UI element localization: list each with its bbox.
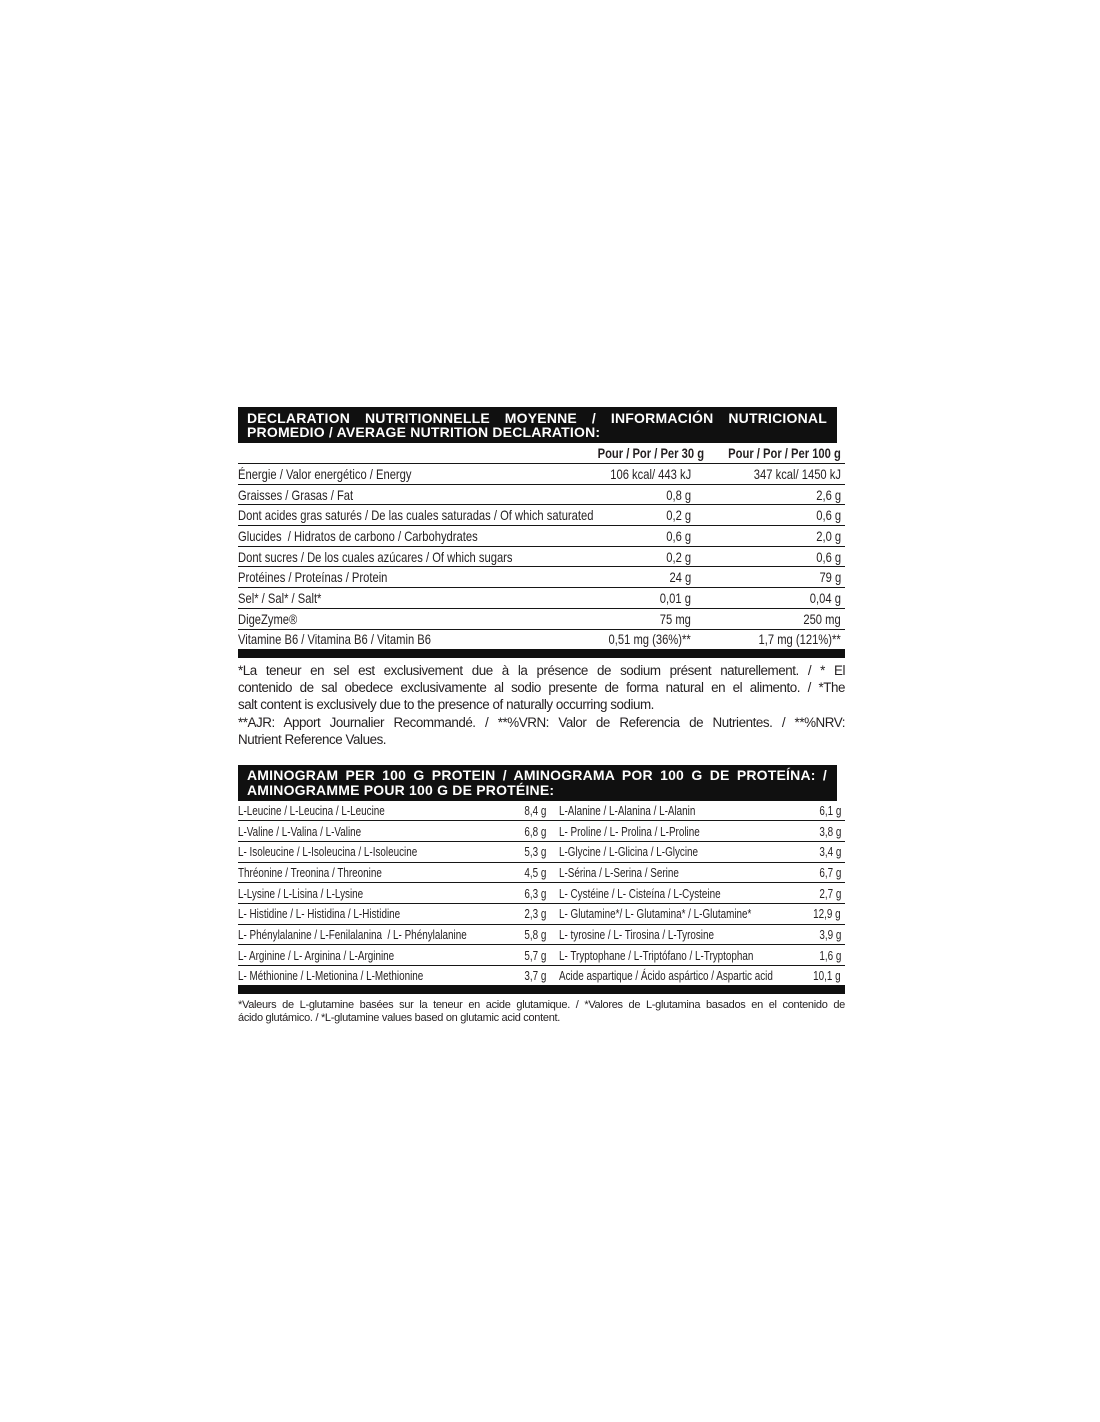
aminogram-row-valine-proline (238, 821, 845, 842)
nutrition-footnotes (238, 662, 845, 749)
amino-acid-right-value: 12,9 g (813, 906, 841, 922)
value-per-100g: 0,6 g (816, 548, 841, 565)
amino-acid-left-value: 5,3 g (523, 844, 546, 860)
nutrition-column-header-row (238, 443, 845, 464)
aminogram-table-bottom-bar (238, 985, 845, 994)
amino-acid-right-label: L-Sérina / L-Serina / Serine (559, 865, 679, 881)
amino-acid-right-label: L-Glycine / L-Glicina / L-Glycine (559, 844, 699, 860)
amino-acid-right-label: L- Cystéine / L- Cisteína / L-Cysteine (559, 885, 721, 901)
amino-acid-left-value: 4,5 g (523, 865, 546, 881)
amino-acid-left-label: L- Phénylalanine / L-Fenilalanina / L- Phénylalanine (238, 927, 467, 943)
nutrition-label-sheet (238, 407, 845, 1024)
amino-acid-right-value: 6,1 g (818, 802, 841, 818)
value-per-30g: 0,51 mg (36%)** (608, 631, 691, 648)
value-per-30g: 0,2 g (666, 507, 691, 524)
value-per-100g: 1,7 mg (121%)** (758, 631, 841, 648)
amino-acid-left-value: 6,8 g (523, 823, 546, 839)
nutrient-label: Énergie / Valor energético / Energy (238, 465, 412, 482)
amino-acid-right-label: L- tyrosine / L- Tirosina / L-Tyrosine (559, 927, 715, 943)
glutamine-footnote-line-1: *Valeurs de L-glutamine basées sur la teneur en acide glutamique. / *Valores de L-glutamina basados en el contenido de (238, 999, 845, 1012)
amino-acid-right-value: 3,4 g (818, 844, 841, 860)
value-per-100g: 2,6 g (816, 486, 841, 503)
salt-footnote-line-2: contenido de sal obedece exclusivamente al sodio presente de forma natural en el alimento. / *The (238, 680, 845, 695)
value-per-30g: 0,6 g (666, 527, 691, 544)
amino-acid-right-label: L-Alanine / L-Alanina / L-Alanin (559, 802, 696, 818)
amino-acid-left-value: 3,7 g (523, 968, 546, 984)
amino-acid-right-label: L- Tryptophane / L-Triptófano / L-Tryptophan (559, 947, 754, 963)
nutrient-label: Vitamine B6 / Vitamina B6 / Vitamin B6 (238, 631, 431, 648)
amino-acid-left-label: L- Méthionine / L-Metionina / L-Methionine (238, 968, 424, 984)
aminogram-row-arginine-tryptophan (238, 945, 845, 966)
aminogram-row-lysine-cysteine (238, 883, 845, 904)
amino-acid-right-label: L- Glutamine*/ L- Glutamina* / L-Glutamine* (559, 906, 752, 922)
nutrient-label: Graisses / Grasas / Fat (238, 486, 354, 503)
amino-acid-left-value: 2,3 g (523, 906, 546, 922)
amino-acid-right-value: 2,7 g (818, 885, 841, 901)
aminogram-row-threonine-serine (238, 863, 845, 884)
nutrition-declaration-title-line-1: DECLARATION NUTRITIONNELLE MOYENNE / INFORMACIÓN NUTRICIONAL (247, 409, 827, 426)
amino-acid-left-label: Thréonine / Treonina / Threonine (238, 865, 382, 881)
aminogram-row-histidine-glutamine (238, 904, 845, 925)
amino-acid-right-value: 3,8 g (818, 823, 841, 839)
nutrition-row-fat (238, 485, 845, 506)
nutrient-label: Protéines / Proteínas / Protein (238, 569, 388, 586)
value-per-30g: 106 kcal/ 443 kJ (610, 465, 691, 482)
amino-acid-left-value: 5,7 g (523, 947, 546, 963)
aminogram-row-isoleucine-glycine (238, 842, 845, 863)
nutrient-label: Sel* / Sal* / Salt* (238, 589, 322, 606)
value-per-100g: 0,6 g (816, 507, 841, 524)
nutrient-label: Dont acides gras saturés / De las cuales saturadas / Of which saturated (238, 507, 594, 524)
value-per-100g: 250 mg (803, 610, 841, 627)
amino-acid-right-value: 6,7 g (818, 865, 841, 881)
value-per-100g: 79 g (819, 569, 841, 586)
aminogram-header-bar (238, 765, 837, 801)
aminogram-title-line-1: AMINOGRAM PER 100 G PROTEIN / AMINOGRAMA POR 100 G DE PROTEÍNA: / (247, 767, 827, 784)
nutrient-label: DigeZyme® (238, 610, 298, 627)
amino-acid-left-label: L-Leucine / L-Leucina / L-Leucine (238, 802, 385, 818)
column-header-per-30g: Pour / Por / Per 30 g (597, 445, 705, 461)
value-per-30g: 75 mg (659, 610, 691, 627)
nutrient-label: Dont sucres / De los cuales azúcares / Of which sugars (238, 548, 513, 565)
salt-footnote-line-1: *La teneur en sel est exclusivement due à la présence de sodium présent naturellement. / * El (238, 662, 845, 678)
aminogram-row-leucine-alanine (238, 801, 845, 822)
amino-acid-right-value: 1,6 g (818, 947, 841, 963)
amino-acid-left-label: L-Lysine / L-Lisina / L-Lysine (238, 885, 364, 901)
salt-footnote-line-3: salt content is exclusively due to the presence of naturally occurring sodium. (238, 697, 654, 713)
nutrition-row-salt (238, 588, 845, 609)
nutrient-label: Glucides / Hidratos de carbono / Carbohydrates (238, 527, 478, 544)
value-per-30g: 24 g (669, 569, 691, 586)
aminogram-row-methionine-aspartic (238, 966, 845, 985)
nrv-footnote-line-1: **AJR: Apport Journalier Recommandé. / **%VRN: Valor de Referencia de Nutrientes. / **%NRV: (238, 714, 845, 730)
nutrition-row-carbohydrates (238, 526, 845, 547)
amino-acid-right-label: Acide aspartique / Ácido aspártico / Aspartic acid (559, 968, 773, 984)
value-per-30g: 0,8 g (666, 486, 691, 503)
amino-acid-left-label: L- Histidine / L- Histidina / L-Histidine (238, 906, 401, 922)
amino-acid-left-label: L- Isoleucine / L-Isoleucina / L-Isoleucine (238, 844, 418, 860)
value-per-100g: 347 kcal/ 1450 kJ (753, 465, 841, 482)
aminogram-row-phenylalanine-tyrosine (238, 925, 845, 946)
value-per-30g: 0,2 g (666, 548, 691, 565)
amino-acid-left-value: 5,8 g (523, 927, 546, 943)
nutrition-row-protein (238, 567, 845, 588)
amino-acid-right-value: 3,9 g (818, 927, 841, 943)
glutamine-footnote-line-2: ácido glutámico. / *L-glutamine values based on glutamic acid content. (238, 1011, 561, 1024)
column-header-per-100g: Pour / Por / Per 100 g (728, 445, 841, 461)
amino-acid-left-label: L-Valine / L-Valina / L-Valine (238, 823, 362, 839)
nutrition-row-vitamin-b6 (238, 630, 845, 649)
nutrition-declaration-header-bar (238, 407, 837, 443)
nrv-footnote-line-2: Nutrient Reference Values. (238, 732, 387, 748)
value-per-100g: 2,0 g (816, 527, 841, 544)
nutrition-row-saturated-fat (238, 505, 845, 526)
nutrition-declaration-title-line-2: PROMEDIO / AVERAGE NUTRITION DECLARATION: (247, 424, 601, 440)
amino-acid-left-value: 8,4 g (523, 802, 546, 818)
value-per-100g: 0,04 g (809, 589, 841, 606)
nutrition-row-sugars (238, 547, 845, 568)
nutrition-row-energy (238, 464, 845, 485)
amino-acid-right-label: L- Proline / L- Prolina / L-Proline (559, 823, 700, 839)
nutrition-table-bottom-bar (238, 649, 845, 658)
nutrition-row-digezyme (238, 609, 845, 630)
amino-acid-left-label: L- Arginine / L- Arginina / L-Arginine (238, 947, 395, 963)
amino-acid-right-value: 10,1 g (813, 968, 841, 984)
amino-acid-left-value: 6,3 g (523, 885, 546, 901)
value-per-30g: 0,01 g (659, 589, 691, 606)
glutamine-footnote (238, 999, 845, 1024)
aminogram-title-line-2: AMINOGRAMME POUR 100 G DE PROTÉINE: (247, 781, 555, 798)
